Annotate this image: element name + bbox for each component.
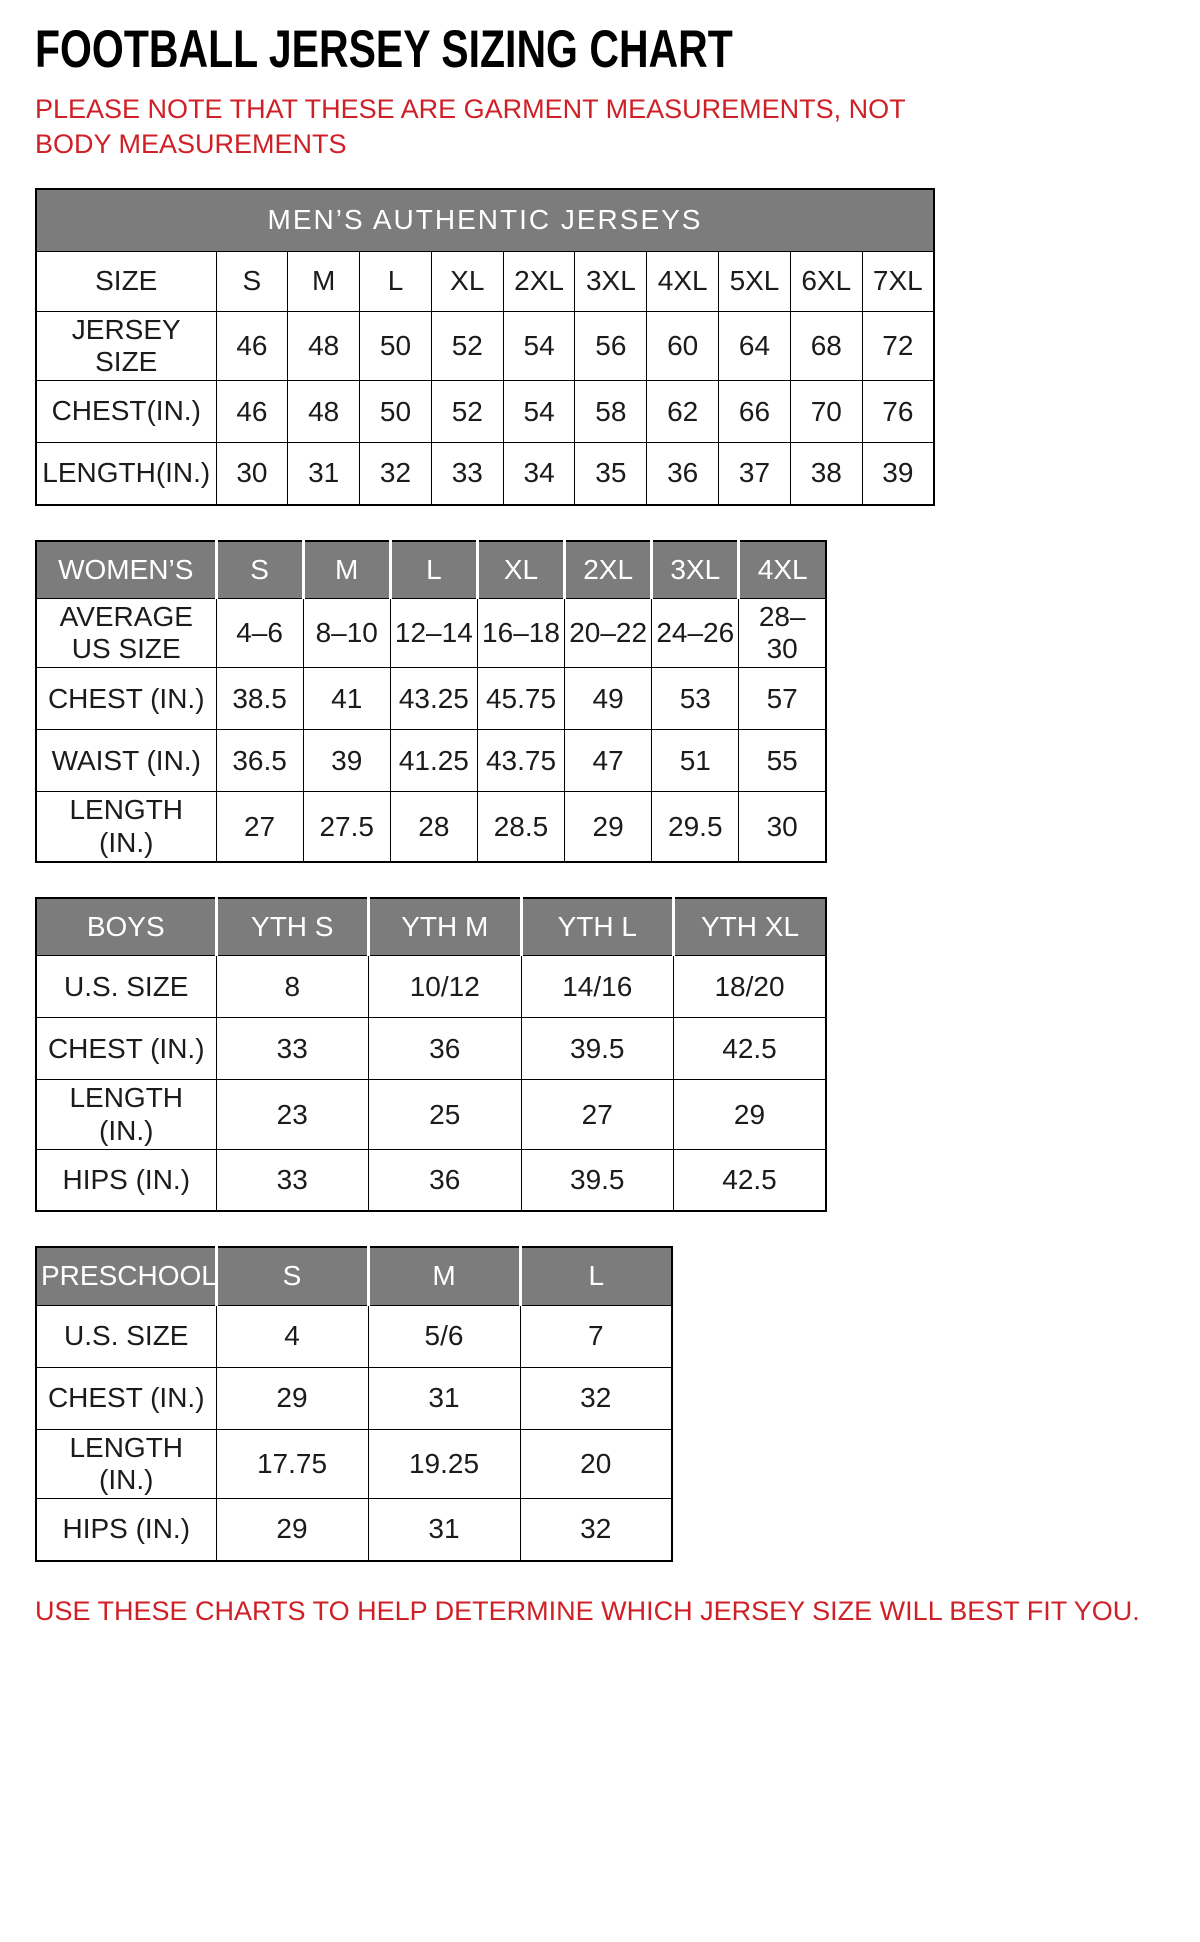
boys-col-header-yth-s: YTH S <box>216 898 369 956</box>
womens-value-cell: 27 <box>216 792 303 862</box>
womens-col-header-l: L <box>390 541 477 599</box>
womens-sizing-table <box>35 540 827 863</box>
preschool-row-label: LENGTH (IN.) <box>36 1429 216 1498</box>
womens-col-header-4xl: 4XL <box>739 541 826 599</box>
tables-container <box>35 188 1165 1561</box>
boys-row <box>36 1149 826 1211</box>
boys-value-cell: 42.5 <box>674 1149 827 1211</box>
boys-value-cell: 33 <box>216 1018 369 1080</box>
womens-value-cell: 43.25 <box>390 668 477 730</box>
mens-col-header-6xl: 6XL <box>790 251 862 311</box>
preschool-value-cell: 7 <box>520 1305 672 1367</box>
womens-row <box>36 730 826 792</box>
mens-col-header-2xl: 2XL <box>503 251 575 311</box>
mens-value-cell: 35 <box>575 443 647 505</box>
boys-value-cell: 27 <box>521 1080 674 1149</box>
preschool-value-cell: 19.25 <box>368 1429 520 1498</box>
womens-row-label: CHEST (IN.) <box>36 668 216 730</box>
mens-value-cell: 33 <box>431 443 503 505</box>
mens-value-cell: 60 <box>647 311 719 380</box>
mens-col-header-l: L <box>360 251 432 311</box>
mens-row <box>36 381 934 443</box>
mens-value-cell: 54 <box>503 381 575 443</box>
womens-value-cell: 41.25 <box>390 730 477 792</box>
womens-value-cell: 16–18 <box>477 599 564 668</box>
boys-value-cell: 10/12 <box>369 956 522 1018</box>
boys-col-header-yth-xl: YTH XL <box>674 898 827 956</box>
mens-header-row <box>36 251 934 311</box>
preschool-header-label: PRESCHOOL <box>36 1247 216 1305</box>
preschool-sizing-table <box>35 1246 673 1561</box>
boys-row <box>36 956 826 1018</box>
womens-value-cell: 29.5 <box>652 792 739 862</box>
boys-row-label: U.S. SIZE <box>36 956 216 1018</box>
boys-value-cell: 23 <box>216 1080 369 1149</box>
womens-col-header-xl: XL <box>477 541 564 599</box>
womens-row <box>36 668 826 730</box>
mens-value-cell: 62 <box>647 381 719 443</box>
mens-col-header-4xl: 4XL <box>647 251 719 311</box>
mens-value-cell: 31 <box>288 443 360 505</box>
mens-table-caption: MEN’S AUTHENTIC JERSEYS <box>36 189 934 251</box>
preschool-col-header-l: L <box>520 1247 672 1305</box>
womens-value-cell: 36.5 <box>216 730 303 792</box>
preschool-row-label: U.S. SIZE <box>36 1305 216 1367</box>
mens-row-label: LENGTH(IN.) <box>36 443 216 505</box>
mens-col-header-3xl: 3XL <box>575 251 647 311</box>
womens-value-cell: 8–10 <box>303 599 390 668</box>
preschool-value-cell: 4 <box>216 1305 368 1367</box>
mens-col-header-7xl: 7XL <box>862 251 934 311</box>
footer-note: USE THESE CHARTS TO HELP DETERMINE WHICH JERSEY SIZE WILL BEST FIT YOU. <box>35 1595 1140 1626</box>
womens-value-cell: 28–30 <box>739 599 826 668</box>
boys-row-label: CHEST (IN.) <box>36 1018 216 1080</box>
preschool-value-cell: 31 <box>368 1499 520 1561</box>
mens-value-cell: 39 <box>862 443 934 505</box>
mens-row <box>36 443 934 505</box>
boys-sizing-table <box>35 897 827 1212</box>
preschool-col-header-s: S <box>216 1247 368 1305</box>
mens-row-label: JERSEY SIZE <box>36 311 216 380</box>
mens-caption-row <box>36 189 934 251</box>
womens-value-cell: 12–14 <box>390 599 477 668</box>
boys-header-row <box>36 898 826 956</box>
womens-value-cell: 57 <box>739 668 826 730</box>
womens-row-label: LENGTH (IN.) <box>36 792 216 862</box>
boys-value-cell: 8 <box>216 956 369 1018</box>
mens-value-cell: 76 <box>862 381 934 443</box>
mens-value-cell: 50 <box>360 311 432 380</box>
preschool-value-cell: 5/6 <box>368 1305 520 1367</box>
boys-row-label: LENGTH (IN.) <box>36 1080 216 1149</box>
womens-value-cell: 51 <box>652 730 739 792</box>
mens-value-cell: 66 <box>719 381 791 443</box>
boys-row <box>36 1018 826 1080</box>
boys-value-cell: 29 <box>674 1080 827 1149</box>
womens-value-cell: 27.5 <box>303 792 390 862</box>
mens-value-cell: 50 <box>360 381 432 443</box>
womens-value-cell: 28.5 <box>477 792 564 862</box>
preschool-header-row <box>36 1247 672 1305</box>
boys-value-cell: 33 <box>216 1149 369 1211</box>
mens-value-cell: 36 <box>647 443 719 505</box>
boys-value-cell: 18/20 <box>674 956 827 1018</box>
womens-row <box>36 792 826 862</box>
mens-col-header-s: S <box>216 251 288 311</box>
mens-value-cell: 32 <box>360 443 432 505</box>
preschool-row <box>36 1367 672 1429</box>
mens-value-cell: 64 <box>719 311 791 380</box>
womens-row-label: AVERAGE US SIZE <box>36 599 216 668</box>
preschool-value-cell: 29 <box>216 1499 368 1561</box>
preschool-value-cell: 32 <box>520 1367 672 1429</box>
womens-value-cell: 38.5 <box>216 668 303 730</box>
mens-value-cell: 48 <box>288 381 360 443</box>
mens-value-cell: 70 <box>790 381 862 443</box>
preschool-row <box>36 1499 672 1561</box>
womens-col-header-m: M <box>303 541 390 599</box>
womens-value-cell: 39 <box>303 730 390 792</box>
womens-value-cell: 20–22 <box>565 599 652 668</box>
preschool-value-cell: 29 <box>216 1367 368 1429</box>
preschool-col-header-m: M <box>368 1247 520 1305</box>
mens-col-header-xl: XL <box>431 251 503 311</box>
boys-value-cell: 36 <box>369 1018 522 1080</box>
preschool-value-cell: 17.75 <box>216 1429 368 1498</box>
womens-value-cell: 29 <box>565 792 652 862</box>
preschool-row <box>36 1429 672 1498</box>
mens-value-cell: 58 <box>575 381 647 443</box>
boys-value-cell: 14/16 <box>521 956 674 1018</box>
mens-value-cell: 54 <box>503 311 575 380</box>
womens-col-header-2xl: 2XL <box>565 541 652 599</box>
womens-col-header-s: S <box>216 541 303 599</box>
womens-value-cell: 24–26 <box>652 599 739 668</box>
mens-row <box>36 311 934 380</box>
boys-value-cell: 42.5 <box>674 1018 827 1080</box>
mens-value-cell: 52 <box>431 311 503 380</box>
boys-col-header-yth-l: YTH L <box>521 898 674 956</box>
boys-value-cell: 36 <box>369 1149 522 1211</box>
womens-header-label: WOMEN’S <box>36 541 216 599</box>
mens-value-cell: 46 <box>216 311 288 380</box>
preschool-row-label: HIPS (IN.) <box>36 1499 216 1561</box>
womens-value-cell: 41 <box>303 668 390 730</box>
mens-value-cell: 52 <box>431 381 503 443</box>
mens-value-cell: 30 <box>216 443 288 505</box>
boys-col-header-yth-m: YTH M <box>369 898 522 956</box>
womens-value-cell: 4–6 <box>216 599 303 668</box>
mens-value-cell: 48 <box>288 311 360 380</box>
womens-row-label: WAIST (IN.) <box>36 730 216 792</box>
boys-value-cell: 25 <box>369 1080 522 1149</box>
preschool-value-cell: 32 <box>520 1499 672 1561</box>
womens-value-cell: 55 <box>739 730 826 792</box>
preschool-value-cell: 31 <box>368 1367 520 1429</box>
mens-sizing-table <box>35 188 935 505</box>
mens-value-cell: 34 <box>503 443 575 505</box>
womens-value-cell: 53 <box>652 668 739 730</box>
womens-value-cell: 47 <box>565 730 652 792</box>
mens-value-cell: 46 <box>216 381 288 443</box>
mens-value-cell: 72 <box>862 311 934 380</box>
boys-header-label: BOYS <box>36 898 216 956</box>
boys-value-cell: 39.5 <box>521 1149 674 1211</box>
preschool-row <box>36 1305 672 1367</box>
mens-row-label: CHEST(IN.) <box>36 381 216 443</box>
mens-col-header-m: M <box>288 251 360 311</box>
mens-value-cell: 68 <box>790 311 862 380</box>
boys-row-label: HIPS (IN.) <box>36 1149 216 1211</box>
womens-row <box>36 599 826 668</box>
mens-value-cell: 38 <box>790 443 862 505</box>
mens-value-cell: 37 <box>719 443 791 505</box>
womens-value-cell: 45.75 <box>477 668 564 730</box>
boys-row <box>36 1080 826 1149</box>
boys-value-cell: 39.5 <box>521 1018 674 1080</box>
mens-value-cell: 56 <box>575 311 647 380</box>
preschool-value-cell: 20 <box>520 1429 672 1498</box>
womens-header-row <box>36 541 826 599</box>
womens-col-header-3xl: 3XL <box>652 541 739 599</box>
garment-measurements-note: PLEASE NOTE THAT THESE ARE GARMENT MEASUREMENTS, NOT BODY MEASUREMENTS <box>35 94 906 160</box>
page-title: FOOTBALL JERSEY SIZING CHART <box>35 19 733 79</box>
womens-value-cell: 43.75 <box>477 730 564 792</box>
womens-value-cell: 28 <box>390 792 477 862</box>
preschool-row-label: CHEST (IN.) <box>36 1367 216 1429</box>
mens-col-header-5xl: 5XL <box>719 251 791 311</box>
womens-value-cell: 30 <box>739 792 826 862</box>
womens-value-cell: 49 <box>565 668 652 730</box>
mens-header-label: SIZE <box>36 251 216 311</box>
